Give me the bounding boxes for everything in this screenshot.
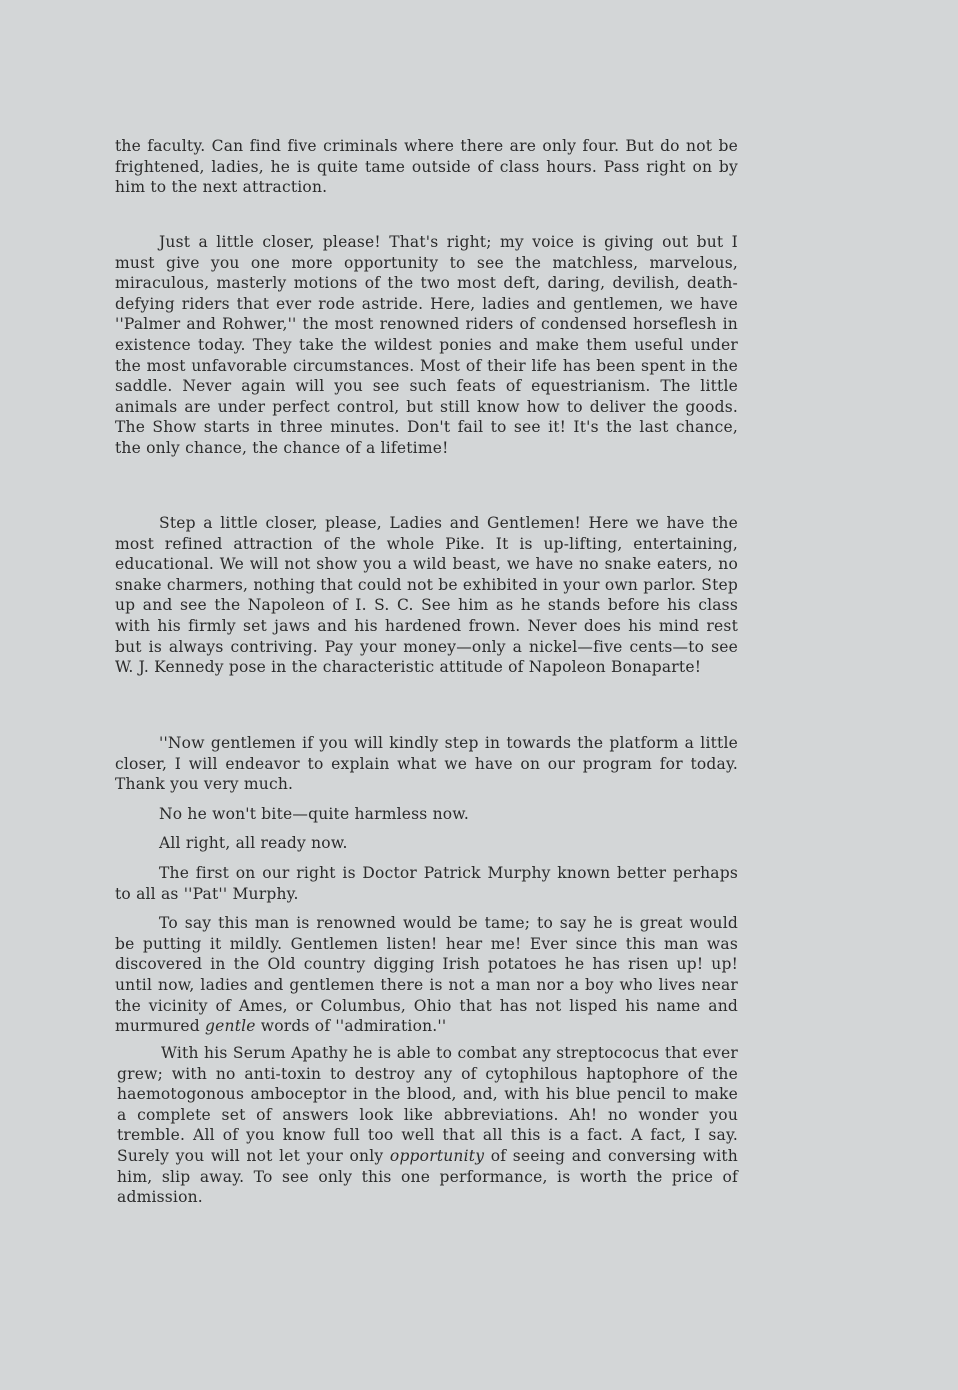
paragraph-renowned-part2: words of ''admiration.'' bbox=[255, 1017, 447, 1036]
text-block-3 bbox=[115, 513, 738, 678]
paragraph-napoleon: Step a little closer, please, Ladies and Gentlemen! Here we have the most refined attraction of the whole Pike. It is up-lifting, entertaining, educational. We will not show you a wild beast, we have no snake eaters, no snake charmers, nothing that could not be exhibited in your own parlor. Step up and see the Napoleon of I. S. C. See him as he stands before his class with his firmly set jaws and his hardened frown. Never does his mind rest but is always contriving. Pay your money—only a nickel—five cents—to see W. J. Kennedy pose in the characteristic attitude of Napoleon Bonaparte! bbox=[115, 514, 738, 677]
paragraph-all-ready: All right, all ready now. bbox=[159, 834, 348, 853]
emphasis-opportunity: opportunity bbox=[389, 1146, 485, 1165]
paragraph-pat-murphy: The first on our right is Doctor Patrick Murphy known better perhaps to all as ''Pat'' Murphy. bbox=[115, 863, 738, 903]
text-block-1 bbox=[115, 136, 738, 198]
emphasis-gentle: gentle bbox=[205, 1017, 256, 1036]
paragraph-wont-bite: No he won't bite—quite harmless now. bbox=[159, 804, 470, 823]
text-block-4 bbox=[115, 733, 738, 1037]
paragraph-serum-apathy bbox=[117, 1043, 738, 1208]
paragraph-renowned-part1: To say this man is renowned would be tame; to say he is great would be putting it mildly. Gentlemen listen! hear me! Ever since this man was discovered in the Old country digging Irish potatoes he has risen up! up! until now, ladies and gentlemen there is not a man nor a boy who lives near the vicinity of Ames, or Columbus, Ohio that has not lisped his name and murmured bbox=[115, 914, 738, 1036]
paragraph-gentlemen-platform: ''Now gentlemen if you will kindly step in towards the platform a little closer, I will endeavor to explain what we have on our program for today. Thank you very much. bbox=[115, 734, 738, 794]
paragraph-serum-part1: With his Serum Apathy he is able to combat any streptococus that ever grew; with no anti-toxin to destroy any of cytophilous haptophore of the haemotogonous amboceptor in the blood, and, with his blue pencil to make a complete set of answers look like abbreviations. Ah! no wonder you tremble. All of you know full too well that all this is a fact. A fact, I say. Surely you will not let your only bbox=[117, 1044, 738, 1165]
paragraph-serum-part2: of seeing and conversing with him, slip away. To see only this one performance, is worth the price of admission. bbox=[117, 1146, 738, 1207]
paragraph-renowned bbox=[115, 913, 738, 1037]
paragraph-faculty: the faculty. Can find five criminals where there are only four. But do not be frightened, ladies, he is quite tame outside of class hours. Pass right on by him to the next attraction. bbox=[115, 137, 738, 197]
text-block-5 bbox=[117, 1043, 738, 1208]
paragraph-palmer-rohwer: Just a little closer, please! That's right; my voice is giving out but I must give you one more opportunity to see the matchless, marvelous, miraculous, masterly motions of the two most deft, daring, devilish, death-defying riders that ever rode astride. Here, ladies and gentlemen, we have ''Palmer and Rohwer,'' the most renowned riders of condensed horseflesh in existence today. They take the wildest ponies and make them useful under the most unfavorable circumstances. Most of their life has been spent in the saddle. Never again will you see such feats of equestrianism. The little animals are under perfect control, but still know how to deliver the goods. The Show starts in three minutes. Don't fail to see it! It's the last chance, the only chance, the chance of a lifetime! bbox=[115, 233, 738, 457]
text-block-2 bbox=[115, 232, 738, 459]
